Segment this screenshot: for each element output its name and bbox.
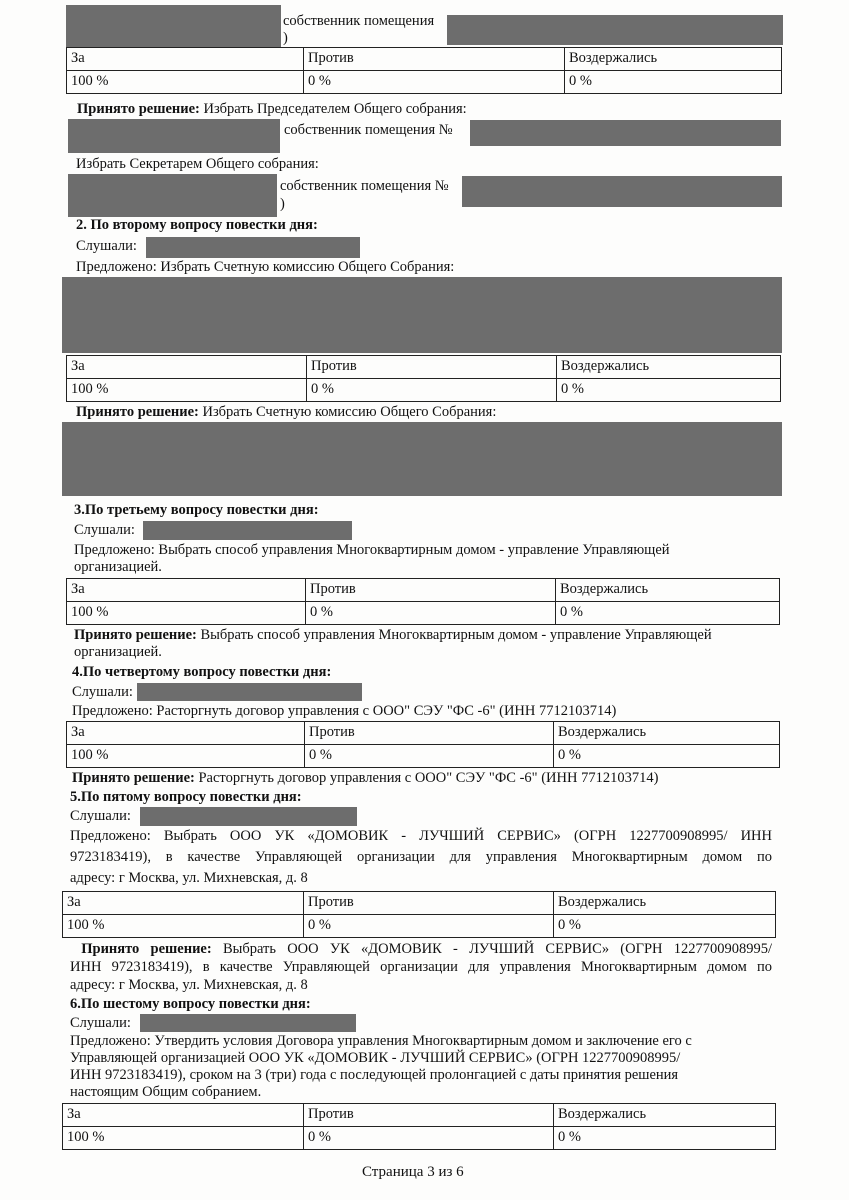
redacted-speaker (140, 1014, 356, 1032)
proposed-q2: Предложено: Избрать Счетную комиссию Общего Собрания: (76, 259, 455, 275)
decision-text: Избрать Председателем Общего собрания: (203, 101, 467, 117)
header-abstained: Воздержались (554, 1104, 776, 1127)
decision-text: Расторгнуть договор управления с ООО" СЭУ "ФС -6" (ИНН 7712103714) (198, 770, 659, 786)
heard-label: Слушали: (76, 238, 137, 254)
page-number: Страница 3 из 6 (362, 1164, 464, 1180)
owner-label: собственник помещения (283, 13, 435, 29)
redacted-speaker (143, 521, 352, 540)
header-for: За (63, 1104, 304, 1127)
redacted-speaker (146, 237, 360, 258)
header-for: За (67, 356, 307, 379)
vote-for: 100 % (63, 1127, 304, 1150)
header-for: За (63, 892, 304, 915)
proposed-q4: Предложено: Расторгнуть договор управления с ООО" СЭУ "ФС -6" (ИНН 7712103714) (72, 703, 617, 719)
heard-label: Слушали: (70, 1015, 131, 1031)
header-against: Против (305, 722, 554, 745)
decision-q3-line2: организацией. (74, 644, 162, 660)
proposed-q6-line1: Предложено: Утвердить условия Договора управления Многоквартирным домом и заключение его с (70, 1033, 692, 1049)
vote-against: 0 % (304, 1127, 554, 1150)
decision-label: Принято решение: (81, 941, 212, 957)
proposed-q6-line4: настоящим Общим собранием. (70, 1084, 262, 1100)
secretary-text: Избрать Секретарем Общего собрания: (76, 156, 319, 172)
heading-q5: 5.По пятому вопросу повестки дня: (70, 789, 302, 805)
vote-against: 0 % (305, 745, 554, 768)
vote-abstained: 0 % (565, 71, 782, 94)
votes-table-q6 (62, 1103, 776, 1150)
proposed-q3-line1: Предложено: Выбрать способ управления Многоквартирным домом - управление Управляющей (74, 542, 670, 558)
heard-label: Слушали: (70, 808, 131, 824)
header-abstained: Воздержались (554, 892, 776, 915)
redacted-room (470, 120, 781, 146)
redacted-name (68, 174, 277, 217)
vote-for: 100 % (67, 71, 304, 94)
decision-q3 (74, 627, 712, 644)
votes-table-q2 (66, 355, 781, 402)
redacted-room (462, 176, 782, 207)
header-for: За (67, 579, 306, 602)
heading-q2: 2. По второму вопросу повестки дня: (76, 217, 318, 233)
vote-for: 100 % (67, 379, 307, 402)
owner-no-label: собственник помещения № (280, 178, 449, 194)
redacted-name (66, 5, 281, 47)
decision-line: ИНН 9723183419), в качестве Управляющей организации для управления Многоквартирным домом по (70, 959, 772, 975)
decision-line (70, 940, 772, 958)
redacted-commission (62, 277, 782, 353)
header-for: За (67, 722, 305, 745)
decision-text: Выбрать способ управления Многоквартирным домом - управление Управляющей (200, 627, 712, 643)
redacted-name (68, 119, 280, 153)
vote-against: 0 % (306, 602, 556, 625)
proposed-q6-line2: Управляющей организацией ООО УК «ДОМОВИК - ЛУЧШИЙ СЕРВИС» (ОГРН 1227700908995/ (70, 1050, 681, 1066)
decision-line: адресу: г Москва, ул. Михневская, д. 8 (70, 977, 308, 993)
decision-q2 (76, 404, 496, 421)
votes-table-q4 (66, 721, 780, 768)
vote-abstained: 0 % (556, 602, 780, 625)
vote-against: 0 % (307, 379, 557, 402)
decision-q4 (72, 770, 658, 787)
decision-label: Принято решение: (72, 770, 195, 786)
header-abstained: Воздержались (565, 48, 782, 71)
proposed-line: адресу: г Москва, ул. Михневская, д. 8 (70, 870, 308, 886)
owner-no-label: собственник помещения № (284, 122, 453, 138)
proposed-q5 (70, 826, 772, 889)
vote-for: 100 % (67, 745, 305, 768)
header-for: За (67, 48, 304, 71)
decision-text: Выбрать ООО УК «ДОМОВИК - ЛУЧШИЙ СЕРВИС» (ОГРН 1227700908995/ (222, 941, 773, 957)
vote-abstained: 0 % (557, 379, 781, 402)
decision-text: Избрать Счетную комиссию Общего Собрания: (202, 404, 497, 420)
vote-against: 0 % (304, 915, 554, 938)
votes-table-q1 (66, 47, 782, 94)
vote-abstained: 0 % (554, 1127, 776, 1150)
proposed-q6-line3: ИНН 9723183419), сроком на 3 (три) года с последующей пролонгацией с даты принятия решения (70, 1067, 679, 1083)
paren: ) (280, 196, 285, 212)
proposed-q3-line2: организацией. (74, 559, 162, 575)
vote-against: 0 % (304, 71, 565, 94)
vote-for: 100 % (67, 602, 306, 625)
decision-q5 (70, 940, 772, 994)
header-against: Против (306, 579, 556, 602)
header-against: Против (304, 892, 554, 915)
heading-q4: 4.По четвертому вопросу повестки дня: (72, 664, 332, 680)
decision-label: Принято решение: (74, 627, 197, 643)
heading-q3: 3.По третьему вопросу повестки дня: (74, 502, 319, 518)
redacted-speaker (137, 683, 362, 701)
heard-label: Слушали: (74, 522, 135, 538)
vote-for: 100 % (63, 915, 304, 938)
redacted-room (447, 15, 783, 45)
votes-table-q5 (62, 891, 776, 938)
header-against: Против (307, 356, 557, 379)
decision-label: Принято решение: (77, 101, 200, 117)
proposed-line: 9723183419), в качестве Управляющей организации для управления Многоквартирным домом по (70, 849, 772, 865)
decision-q1 (77, 101, 467, 118)
header-abstained: Воздержались (557, 356, 781, 379)
votes-table-q3 (66, 578, 780, 625)
decision-label: Принято решение: (76, 404, 199, 420)
proposed-line: Предложено: Выбрать ООО УК «ДОМОВИК - ЛУЧШИЙ СЕРВИС» (ОГРН 1227700908995/ ИНН (70, 828, 772, 844)
header-abstained: Воздержались (556, 579, 780, 602)
vote-abstained: 0 % (554, 915, 776, 938)
heading-q6: 6.По шестому вопросу повестки дня: (70, 996, 311, 1012)
redacted-speaker (140, 807, 357, 826)
header-abstained: Воздержались (554, 722, 780, 745)
paren: ) (283, 30, 288, 46)
heard-label: Слушали: (72, 684, 133, 700)
redacted-commission (62, 422, 782, 496)
header-against: Против (304, 48, 565, 71)
vote-abstained: 0 % (554, 745, 780, 768)
header-against: Против (304, 1104, 554, 1127)
